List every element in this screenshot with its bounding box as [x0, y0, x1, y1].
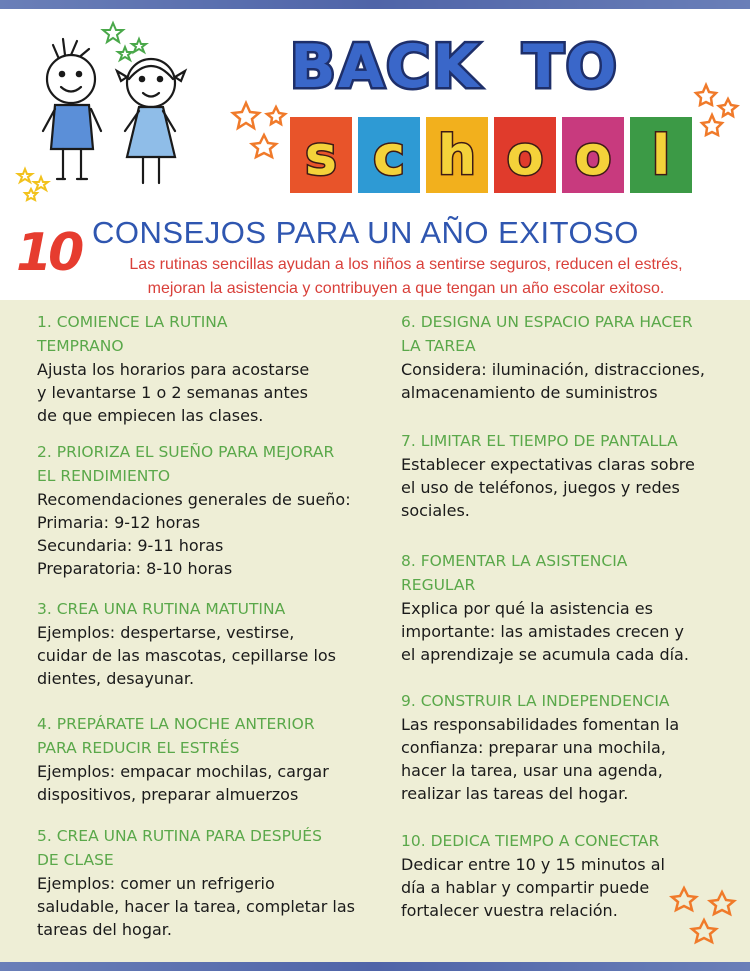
tip-body: Ejemplos: comer un refrigerio saludable, hacer la tarea, completar las tareas del hogar. — [37, 874, 355, 939]
back-to-letter: A — [337, 32, 385, 102]
back-to-heading — [290, 31, 617, 111]
number-ten: 10 — [16, 223, 81, 283]
tips-section — [0, 300, 750, 962]
tip-title: 7. LIMITAR EL TIEMPO DE PANTALLA — [401, 432, 678, 450]
school-letter: o — [506, 123, 544, 187]
school-tile — [290, 117, 352, 193]
tip-title: 9. CONSTRUIR LA INDEPENDENCIA — [401, 692, 670, 710]
top-border-bar — [0, 0, 750, 9]
back-to-letter: T — [522, 32, 564, 102]
subtitle-line: mejoran la asistencia y contribuyen a que tengan un año escolar exitoso. — [147, 280, 665, 297]
tip-body: Recomendaciones generales de sueño: Primaria: 9-12 horas Secundaria: 9-11 horas Preparatoria: 8-10 horas — [37, 490, 351, 578]
tip-title: 10. DEDICA TIEMPO A CONECTAR — [401, 832, 660, 850]
tip-item — [37, 824, 382, 941]
school-tile — [358, 117, 420, 193]
tip-title: 5. CREA UNA RUTINA PARA DESPUÉS DE CLASE — [37, 827, 322, 869]
girl-drawing — [117, 59, 185, 183]
subtitle-line: Las rutinas sencillas ayudan a los niños a sentirse seguros, reducen el estrés, — [129, 256, 683, 273]
tip-item — [37, 310, 382, 427]
page-subtitle — [86, 253, 726, 301]
kids-illustration — [15, 19, 215, 204]
tip-item — [37, 712, 382, 806]
tip-body: Ejemplos: despertarse, vestirse, cuidar de las mascotas, cepillarse los dientes, desayunar. — [37, 623, 337, 688]
tip-title: 3. CREA UNA RUTINA MATUTINA — [37, 600, 286, 618]
tip-item — [37, 597, 382, 690]
orange-star-icons-right — [684, 79, 746, 149]
tip-title: 1. COMIENCE LA RUTINA TEMPRANO — [37, 313, 228, 355]
yellow-star-icons — [18, 169, 48, 200]
school-letter: h — [437, 123, 477, 187]
boy-drawing — [43, 39, 101, 179]
tip-body: Establecer expectativas claras sobre el uso de teléfonos, juegos y redes sociales. — [401, 455, 695, 520]
tip-item — [401, 549, 741, 666]
school-tile — [426, 117, 488, 193]
header — [0, 9, 750, 299]
school-tile — [630, 117, 692, 193]
school-letter: c — [372, 123, 405, 187]
tip-body: Considera: iluminación, distracciones, almacenamiento de suministros — [401, 360, 705, 402]
tip-item — [37, 440, 382, 580]
back-to-letter: K — [432, 32, 479, 102]
back-to-letter: C — [386, 32, 431, 102]
tip-body: Ejemplos: empacar mochilas, cargar dispositivos, preparar almuerzos — [37, 762, 329, 804]
tip-item — [401, 689, 741, 805]
back-to-spacer — [481, 31, 521, 111]
green-star-icons — [103, 23, 146, 60]
tip-item — [401, 829, 691, 922]
tip-item — [401, 429, 741, 522]
tip-title: 2. PRIORIZA EL SUEÑO PARA MEJORAR EL RENDIMIENTO — [37, 443, 335, 485]
orange-star-icons-bottom — [666, 882, 746, 954]
back-to-letter: B — [290, 32, 336, 102]
school-tile — [494, 117, 556, 193]
tip-body: Ajusta los horarios para acostarse y levantarse 1 o 2 semanas antes de que empiecen las clases. — [37, 360, 310, 425]
tip-item — [401, 310, 741, 404]
school-tile — [562, 117, 624, 193]
tip-body: Explica por qué la asistencia es importante: las amistades crecen y el aprendizaje se acumula cada día. — [401, 599, 689, 664]
tip-title: 8. FOMENTAR LA ASISTENCIA REGULAR — [401, 552, 628, 594]
school-letter: o — [574, 123, 612, 187]
school-letter: l — [651, 123, 671, 187]
page-title: CONSEJOS PARA UN AÑO EXITOSO — [92, 215, 639, 250]
back-to-letter: O — [565, 32, 617, 102]
school-heading — [290, 117, 692, 193]
tip-title: 6. DESIGNA UN ESPACIO PARA HACER LA TAREA — [401, 313, 693, 355]
tip-body: Dedicar entre 10 y 15 minutos al día a hablar y compartir puede fortalecer vuestra relación. — [401, 855, 665, 920]
tip-body: Las responsabilidades fomentan la confianza: preparar una mochila, hacer la tarea, usar una agenda, realizar las tareas del hogar. — [401, 715, 680, 803]
bottom-border-bar — [0, 962, 750, 971]
orange-star-icons-left — [228, 99, 298, 169]
tip-title: 4. PREPÁRATE LA NOCHE ANTERIOR PARA REDUCIR EL ESTRÉS — [37, 715, 315, 757]
school-letter: s — [304, 123, 338, 187]
